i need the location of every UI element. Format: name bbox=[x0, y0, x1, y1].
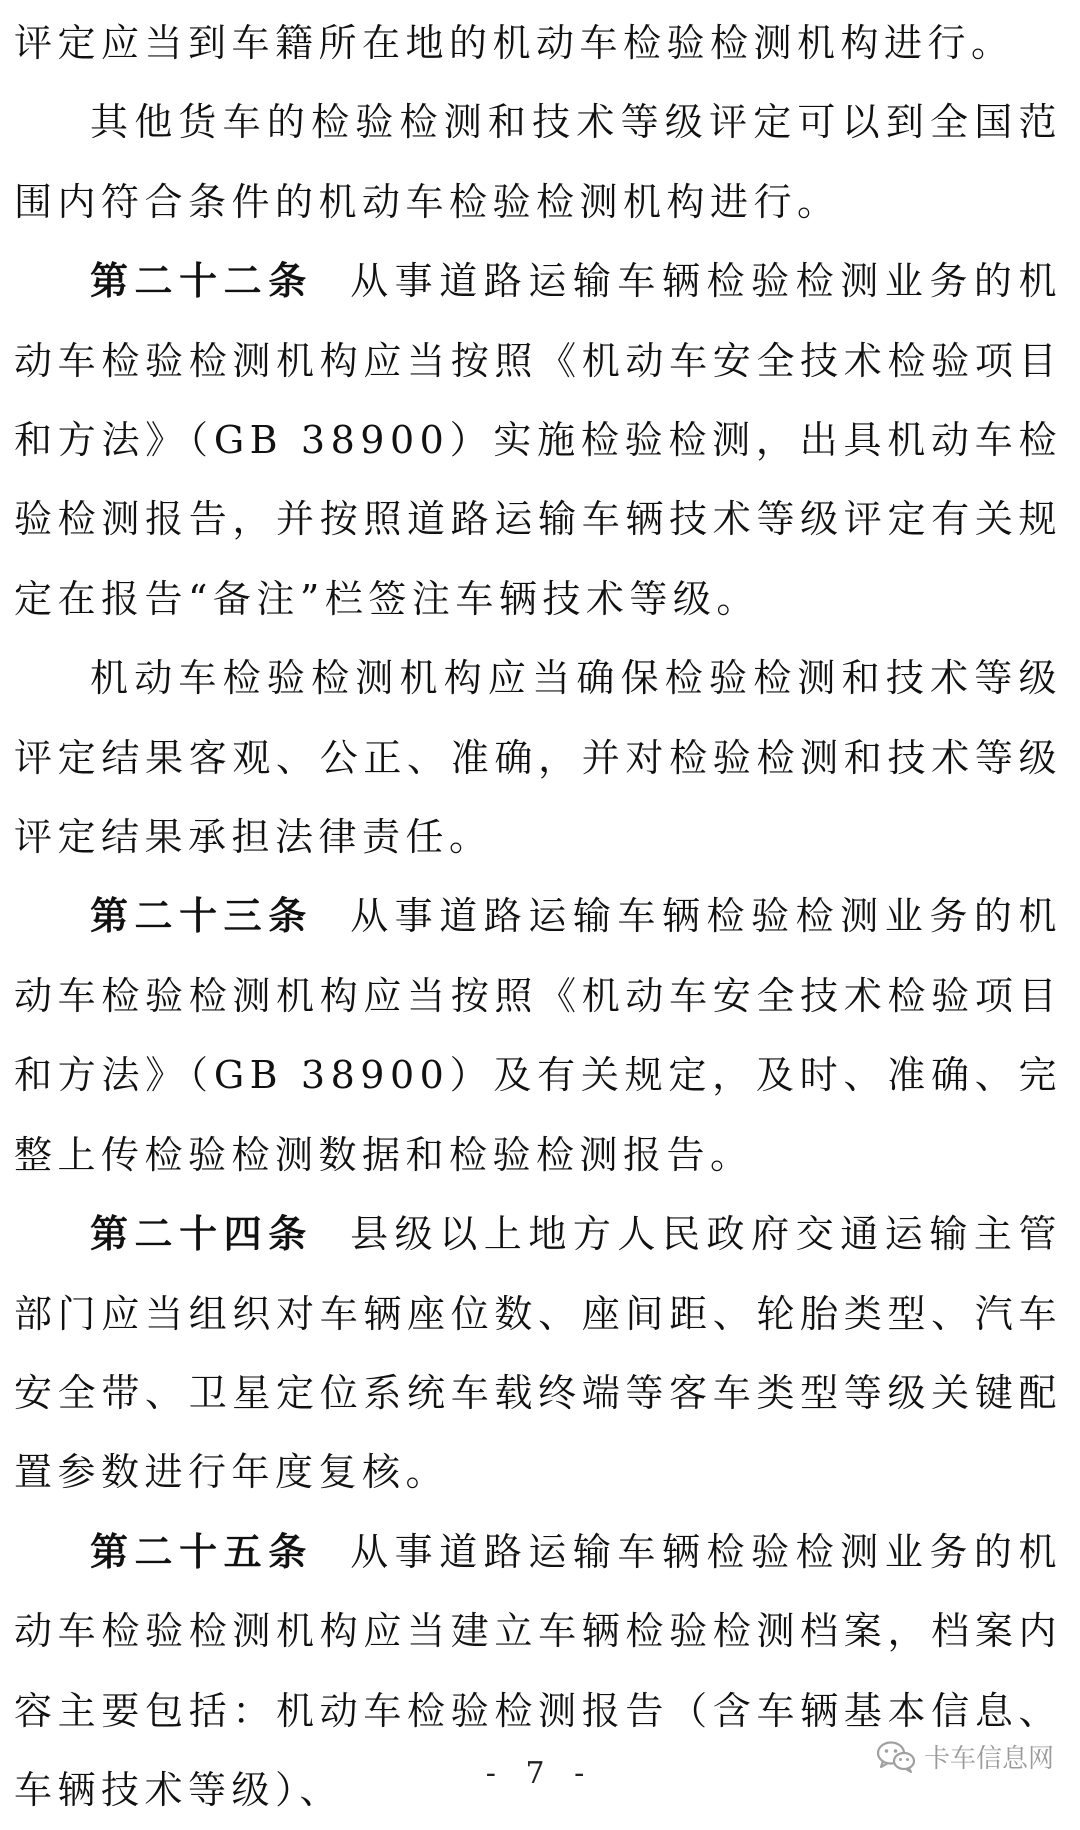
paragraph-2 bbox=[14, 83, 1062, 242]
article-number: 第二十二条 bbox=[90, 259, 313, 304]
article-number: 第二十五条 bbox=[90, 1529, 313, 1574]
document-body bbox=[14, 4, 1062, 1830]
paragraph-text: 评定应当到车籍所在地的机动车检验检测机构进行。 bbox=[14, 21, 1015, 65]
article-number: 第二十三条 bbox=[90, 894, 313, 939]
article-24 bbox=[14, 1195, 1062, 1513]
article-number: 第二十四条 bbox=[90, 1212, 313, 1257]
paragraph-text: 机动车检验检测机构应当确保检验检测和技术等级评定结果客观、公正、准确，并对检验检测和技术等级评定结果承担法律责任。 bbox=[14, 656, 1062, 860]
paragraph-1 bbox=[14, 4, 1062, 83]
watermark-text: 卡车信息网 bbox=[923, 1744, 1054, 1774]
article-23 bbox=[14, 877, 1062, 1195]
page-footer bbox=[0, 1738, 1080, 1808]
paragraph-text: 从事道路运输车辆检验检测业务的机动车检验检测机构应当按照《机动车安全技术检验项目和方法》（GB 38900）实施检验检测，出具机动车检验检测报告，并按照道路运输车辆技术等级评定有关规定在报告“备注”栏签注车辆技术等级。 bbox=[14, 259, 1062, 621]
paragraph-text: 从事道路运输车辆检验检测业务的机动车检验检测机构应当按照《机动车安全技术检验项目和方法》（GB 38900）及有关规定，及时、准确、完整上传检验检测数据和检验检测报告。 bbox=[14, 894, 1062, 1177]
paragraph-text: 县级以上地方人民政府交通运输主管部门应当组织对车辆座位数、座间距、轮胎类型、汽车安全带、卫星定位系统车载终端等客车类型等级关键配置参数进行年度复核。 bbox=[14, 1212, 1062, 1495]
article-22 bbox=[14, 242, 1062, 639]
paragraph-4 bbox=[14, 639, 1062, 877]
page-number: - 7 - bbox=[485, 1756, 595, 1791]
paragraph-text: 从事道路运输车辆检验检测业务的机动车检验检测机构应当建立车辆检验检测档案，档案内容主要包括：机动车检验检测报告（含车辆基本信息、车辆技术等级）、 bbox=[14, 1529, 1062, 1812]
paragraph-text: 其他货车的检验检测和技术等级评定可以到全国范围内符合条件的机动车检验检测机构进行。 bbox=[14, 100, 1062, 224]
